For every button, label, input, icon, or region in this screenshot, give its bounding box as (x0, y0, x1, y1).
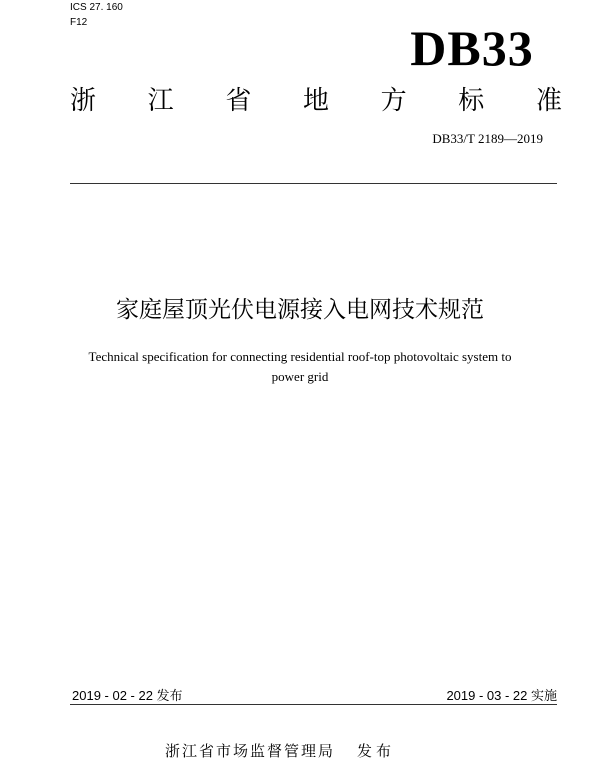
standard-type-heading (70, 84, 562, 118)
standard-code-logo: DB33 (410, 20, 534, 76)
standard-number: DB33/T 2189—2019 (432, 131, 543, 146)
publisher-action: 发布 (357, 742, 396, 760)
standard-type-char: 方 (380, 86, 407, 116)
publisher (165, 741, 395, 761)
ccs-code: F12 (70, 17, 88, 28)
document-title-en (40, 347, 560, 387)
standard-type-char: 江 (147, 86, 174, 116)
standard-type-char: 地 (302, 86, 329, 116)
publisher-org: 浙江省市场监督管理局 (165, 742, 336, 760)
ics-code: ICS 27. 160 (70, 2, 123, 13)
issue-date: 2019 - 02 - 22 发布 (72, 688, 183, 703)
standard-type-char: 标 (458, 86, 485, 116)
standard-type-char: 浙 (70, 86, 97, 116)
footer-divider (70, 704, 557, 705)
standard-type-char: 省 (225, 86, 252, 116)
header-divider (70, 183, 557, 184)
document-title-en-line: Technical specification for connecting residential roof-top photovoltaic system to (88, 349, 512, 364)
standard-type-char: 准 (535, 86, 562, 116)
document-title-en-line: power grid (271, 369, 329, 384)
document-title-cn: 家庭屋顶光伏电源接入电网技术规范 (116, 297, 484, 323)
implementation-date: 2019 - 03 - 22 实施 (446, 688, 557, 703)
